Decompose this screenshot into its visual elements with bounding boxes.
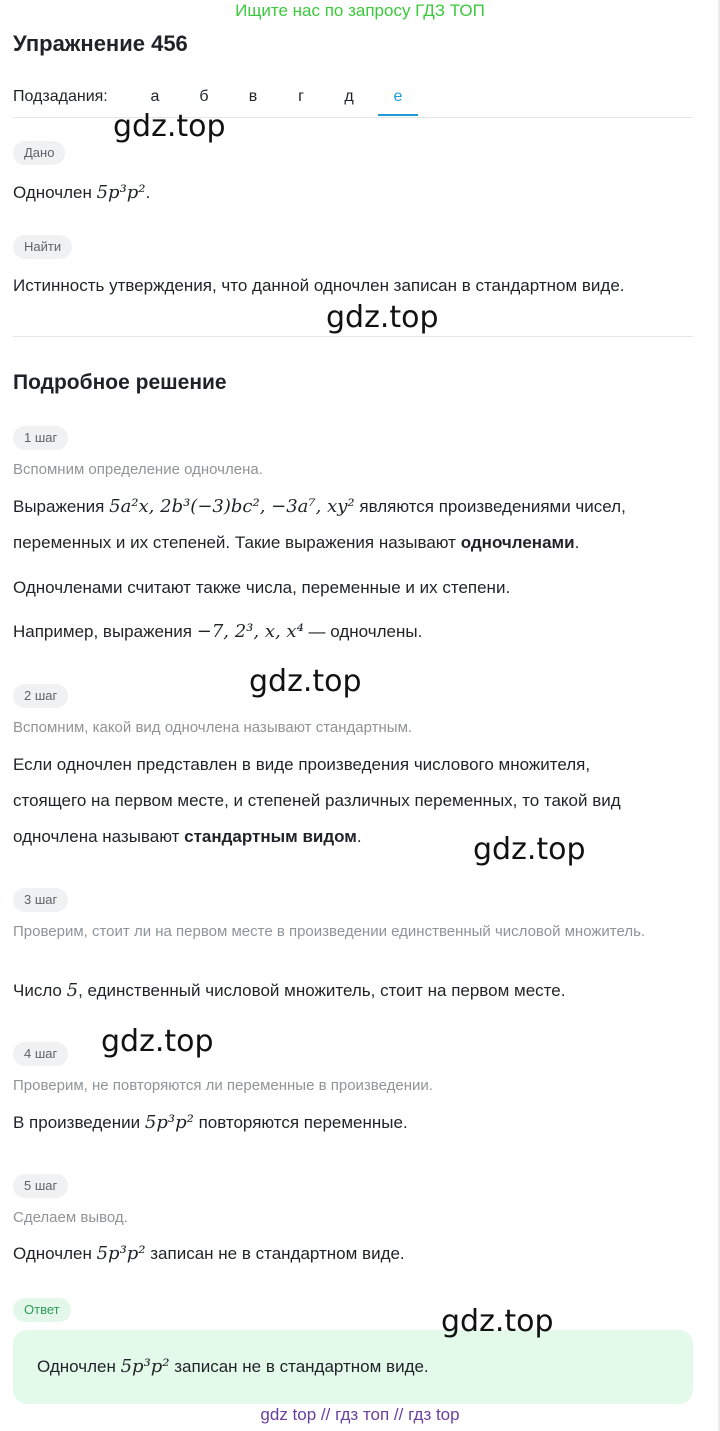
watermark: gdz.top	[441, 1304, 554, 1339]
step-1-p2-before: переменных и их степеней. Такие выражения называют	[13, 533, 456, 552]
step-4-badge: 4 шаг	[13, 1042, 68, 1066]
step-1-p4-before: Например, выражения	[13, 622, 193, 641]
answer-box	[13, 1330, 693, 1404]
step-5-hint: Сделаем вывод.	[13, 1209, 128, 1226]
given-text-before: Одночлен	[13, 183, 92, 202]
step-2-l3-after: .	[356, 827, 362, 846]
answer-formula: 5p³p²	[120, 1356, 170, 1377]
step-1-formula-1: 5a²x, 2b³(−3)bc², −3a⁷, xy²	[109, 496, 355, 517]
step-3-badge: 3 шаг	[13, 888, 68, 912]
step-5-before: Одночлен	[13, 1244, 92, 1263]
step-5-badge: 5 шаг	[13, 1174, 68, 1198]
given-text-after: .	[145, 183, 151, 202]
watermark: gdz.top	[473, 832, 586, 867]
step-3-badge-wrap	[13, 888, 68, 912]
step-3-formula: 5	[66, 980, 79, 1001]
watermark: gdz.top	[249, 664, 362, 699]
step-1-p1	[13, 489, 626, 525]
footer-links[interactable]: gdz top // гдз топ // гдз top	[260, 1405, 460, 1424]
watermark: gdz.top	[113, 109, 226, 144]
step-2-hint: Вспомним, какой вид одночлена называют стандартным.	[13, 719, 413, 736]
tab-g[interactable]: г	[298, 88, 304, 105]
step-1-formula-2: −7, 2³, x, x⁴	[196, 621, 304, 642]
step-5-formula: 5p³p²	[96, 1243, 146, 1264]
step-4-text	[13, 1105, 408, 1141]
step-2-l3-before: одночлена называют	[13, 827, 180, 846]
search-banner: Ищите нас по запросу ГДЗ ТОП	[235, 1, 485, 20]
given-text	[13, 175, 150, 211]
step-5-after: записан не в стандартном виде.	[150, 1244, 405, 1263]
step-1-p1-before: Выражения	[13, 497, 105, 516]
step-1-term: одночленами	[460, 533, 575, 552]
step-3-before: Число	[13, 981, 62, 1000]
tab-b[interactable]: б	[199, 88, 209, 105]
answer-badge: Ответ	[13, 1298, 71, 1322]
step-3-after: , единственный числовой множитель, стоит на первом месте.	[78, 981, 566, 1000]
step-1-hint: Вспомним определение одночлена.	[13, 461, 263, 478]
step-1-badge: 1 шаг	[13, 426, 68, 450]
step-4-before: В произведении	[13, 1113, 141, 1132]
watermark: gdz.top	[326, 300, 439, 335]
step-4-formula: 5p³p²	[144, 1112, 194, 1133]
step-2-badge-wrap	[13, 684, 68, 708]
step-2-line-1: Если одночлен представлен в виде произведения числового множителя,	[13, 755, 591, 774]
tab-a[interactable]: а	[150, 88, 160, 105]
step-3-text	[13, 973, 565, 1009]
answer-before: Одночлен	[37, 1357, 116, 1376]
step-1-p4	[13, 614, 422, 650]
step-1-p2-after: .	[574, 533, 580, 552]
given-section	[13, 141, 65, 165]
solution-title: Подробное решение	[13, 371, 227, 394]
section-divider	[13, 336, 693, 337]
step-2-badge: 2 шаг	[13, 684, 68, 708]
given-badge: Дано	[13, 141, 65, 165]
tab-e[interactable]: е	[393, 88, 403, 105]
active-tab-indicator	[378, 114, 418, 116]
step-4-hint: Проверим, не повторяются ли переменные в произведении.	[13, 1077, 433, 1094]
step-2-line-3	[13, 819, 362, 855]
step-1-p2	[13, 525, 579, 561]
step-1-badge-wrap	[13, 426, 68, 450]
find-section	[13, 235, 72, 259]
page-title: Упражнение 456	[13, 31, 188, 56]
step-4-badge-wrap	[13, 1042, 68, 1066]
find-text: Истинность утверждения, что данной одночлен записан в стандартном виде.	[13, 276, 625, 295]
step-2-line-2: стоящего на первом месте, и степеней различных переменных, то такой вид	[13, 791, 621, 810]
tab-v[interactable]: в	[248, 88, 258, 105]
tab-d[interactable]: д	[344, 88, 354, 105]
step-2-term: стандартным видом	[184, 827, 357, 846]
step-1-p3: Одночленами считают также числа, переменные и их степени.	[13, 578, 511, 597]
answer-after: записан не в стандартном виде.	[174, 1357, 429, 1376]
step-5-text	[13, 1236, 405, 1272]
find-badge: Найти	[13, 235, 72, 259]
watermark: gdz.top	[101, 1024, 214, 1059]
step-1-p1-after: являются произведениями чисел,	[359, 497, 626, 516]
answer-badge-wrap	[13, 1298, 71, 1322]
step-5-badge-wrap	[13, 1174, 68, 1198]
step-1-p4-after: — одночлены.	[308, 622, 423, 641]
answer-text	[37, 1349, 429, 1385]
subtasks-label: Подзадания:	[13, 88, 108, 105]
step-3-hint: Проверим, стоит ли на первом месте в произведении единственный числовой множитель.	[13, 923, 646, 940]
step-4-after: повторяются переменные.	[198, 1113, 408, 1132]
given-formula: 5p³p²	[96, 182, 146, 203]
